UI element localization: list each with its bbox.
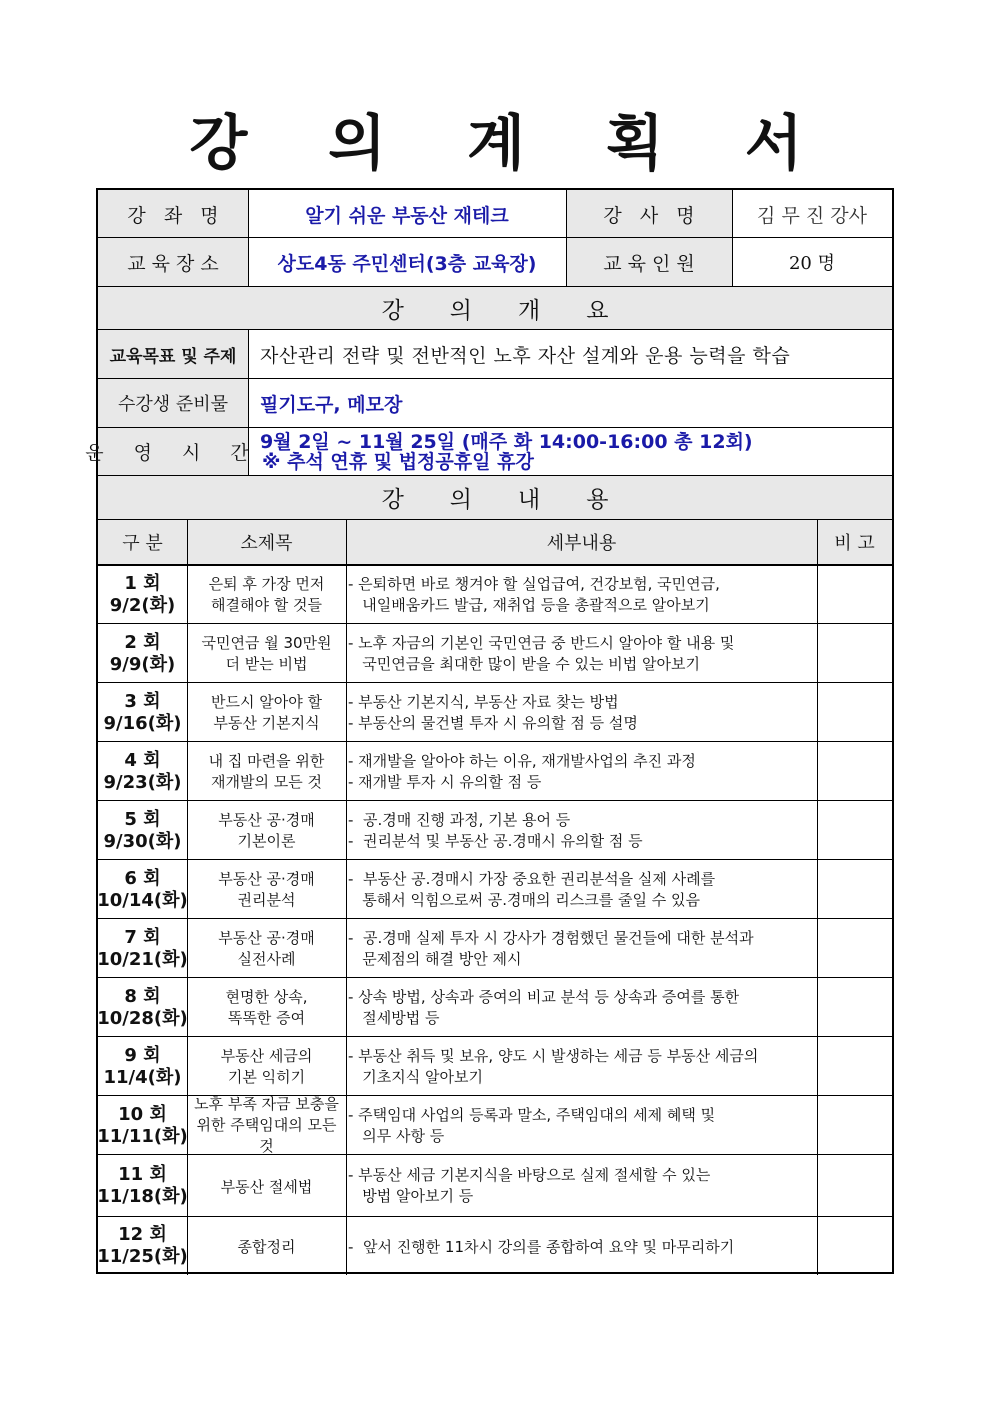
session-cell: 5 회 9/30(화) (103, 808, 182, 852)
detail-cell: - 공.경매 진행 과정, 기본 용어 등 - 권리분석 및 부동산 공.경매시 유의할 점 등 (348, 810, 643, 850)
subtitle-cell: 국민연금 월 30만원 더 받는 비법 (201, 633, 332, 673)
venue-value: 상도4동 주민센터(3층 교육장) (277, 252, 537, 275)
subtitle-cell: 부동산 공·경매 권리분석 (218, 869, 315, 909)
header-detail: 세부내용 (346, 520, 817, 564)
instructor-label: 강 사 명 (566, 190, 732, 238)
lecture-plan-grid (85, 188, 894, 1274)
session-cell: 6 회 10/14(화) (97, 867, 188, 911)
subtitle-cell: 내 집 마련을 위한 재개발의 모든 것 (208, 751, 325, 791)
row-divider (98, 237, 892, 238)
col-divider (248, 190, 249, 286)
detail-cell: - 상속 방법, 상속과 증여의 비교 분석 등 상속과 증여를 통한 절세방법 등 (348, 987, 740, 1027)
note-cell (817, 1155, 892, 1217)
note-cell (817, 801, 892, 860)
page-title: 강 의 계 획 서 (189, 109, 833, 179)
venue-label: 교 육 장 소 (98, 238, 248, 286)
note-cell (817, 1037, 892, 1096)
note-cell (817, 1217, 892, 1275)
course-name-value: 알기 쉬운 부동산 재테크 (305, 204, 509, 227)
subtitle-cell: 부동산 절세법 (220, 1177, 313, 1196)
capacity-label: 교 육 인 원 (566, 238, 732, 286)
session-cell: 4 회 9/23(화) (103, 749, 182, 793)
col-divider (566, 190, 567, 286)
session-cell: 9 회 11/4(화) (103, 1044, 182, 1088)
subtitle-cell: 노후 부족 자금 보충을 위한 주택임대의 모든 것 (194, 1095, 339, 1155)
materials-value: 필기도구, 메모장 (260, 393, 403, 416)
goal-label: 교육목표 및 주제 (98, 330, 248, 378)
col-divider (187, 520, 188, 1275)
capacity-value: 20 명 (788, 253, 835, 274)
note-cell (817, 1096, 892, 1155)
subtitle-cell: 은퇴 후 가장 먼저 해결해야 할 것들 (208, 574, 325, 614)
detail-cell: - 노후 자금의 기본인 국민연금 중 반드시 알아야 할 내용 및 국민연금을 최대한 많이 받을 수 있는 비법 알아보기 (348, 633, 735, 673)
session-cell: 1 회 9/2(화) (109, 572, 176, 616)
session-cell: 8 회 10/28(화) (97, 985, 188, 1029)
note-cell (817, 683, 892, 742)
subtitle-cell: 부동산 세금의 기본 익히기 (220, 1046, 313, 1086)
instructor-value: 김 무 진 강사 (757, 204, 867, 227)
session-cell: 12 회 11/25(화) (97, 1224, 188, 1267)
content-section-title: 강의내용 (98, 476, 892, 519)
detail-cell: - 앞서 진행한 11차시 강의를 종합하여 요약 및 마무리하기 (348, 1237, 735, 1256)
goal-value: 자산관리 전략 및 전반적인 노후 자산 설계와 운용 능력을 학습 (260, 344, 791, 367)
session-cell: 7 회 10/21(화) (97, 926, 188, 970)
note-cell (817, 565, 892, 624)
subtitle-cell: 현명한 상속, 똑똑한 증여 (225, 987, 308, 1027)
detail-cell: - 부동산 공.경매시 가장 중요한 권리분석을 실제 사례를 통해서 익힘으로써 공.경매의 리스크를 줄일 수 있음 (348, 869, 716, 909)
session-cell: 3 회 9/16(화) (103, 690, 182, 734)
session-cell: 10 회 11/11(화) (97, 1103, 188, 1147)
detail-cell: - 부동산 기본지식, 부동산 자료 찾는 방법 - 부동산의 물건별 투자 시 유의할 점 등 설명 (348, 692, 638, 732)
schedule-label: 운 영 시 간 (98, 428, 248, 475)
note-cell (817, 624, 892, 683)
materials-label: 수강생 준비물 (98, 379, 248, 427)
detail-cell: - 공.경매 실제 투자 시 강사가 경험했던 물건들에 대한 분석과 문제점의 해결 방안 제시 (348, 928, 754, 968)
header-session: 구 분 (98, 520, 187, 564)
col-divider (817, 520, 818, 1275)
header-subtitle: 소제목 (187, 520, 346, 564)
session-cell: 2 회 9/9(화) (109, 631, 176, 675)
subtitle-cell: 부동산 공·경매 실전사례 (218, 928, 315, 968)
overview-section-title: 강의개요 (98, 287, 892, 329)
detail-cell: - 재개발을 알아야 하는 이유, 재개발사업의 추진 과정 - 재개발 투자 시 유의할 점 등 (348, 751, 696, 791)
col-divider (732, 190, 733, 286)
detail-cell: - 은퇴하면 바로 챙겨야 할 실업급여, 건강보험, 국민연금, 내일배움카드 발급, 재취업 등을 총괄적으로 알아보기 (348, 574, 720, 614)
header-note: 비 고 (817, 520, 892, 564)
col-divider (346, 520, 347, 1275)
subtitle-cell: 부동산 공·경매 기본이론 (218, 810, 315, 850)
note-cell (817, 919, 892, 978)
note-cell (817, 860, 892, 919)
detail-cell: - 주택임대 사업의 등록과 말소, 주택임대의 세제 혜택 및 의무 사항 등 (348, 1105, 716, 1145)
schedule-value: 9월 2일 ~ 11월 25일 (매주 화 14:00-16:00 총 12회) ※ 추석 연휴 및 법정공휴일 휴강 (260, 430, 753, 473)
note-cell (817, 742, 892, 801)
subtitle-cell: 반드시 알아야 할 부동산 기본지식 (211, 692, 322, 732)
session-cell: 11 회 11/18(화) (97, 1164, 188, 1207)
detail-cell: - 부동산 취득 및 보유, 양도 시 발생하는 세금 등 부동산 세금의 기초지식 알아보기 (348, 1046, 759, 1086)
detail-cell: - 부동산 세금 기본지식을 바탕으로 실제 절세할 수 있는 방법 알아보기 등 (348, 1166, 711, 1205)
note-cell (817, 978, 892, 1037)
course-name-label: 강 좌 명 (98, 190, 248, 238)
col-divider (248, 330, 249, 475)
subtitle-cell: 종합정리 (237, 1237, 296, 1256)
